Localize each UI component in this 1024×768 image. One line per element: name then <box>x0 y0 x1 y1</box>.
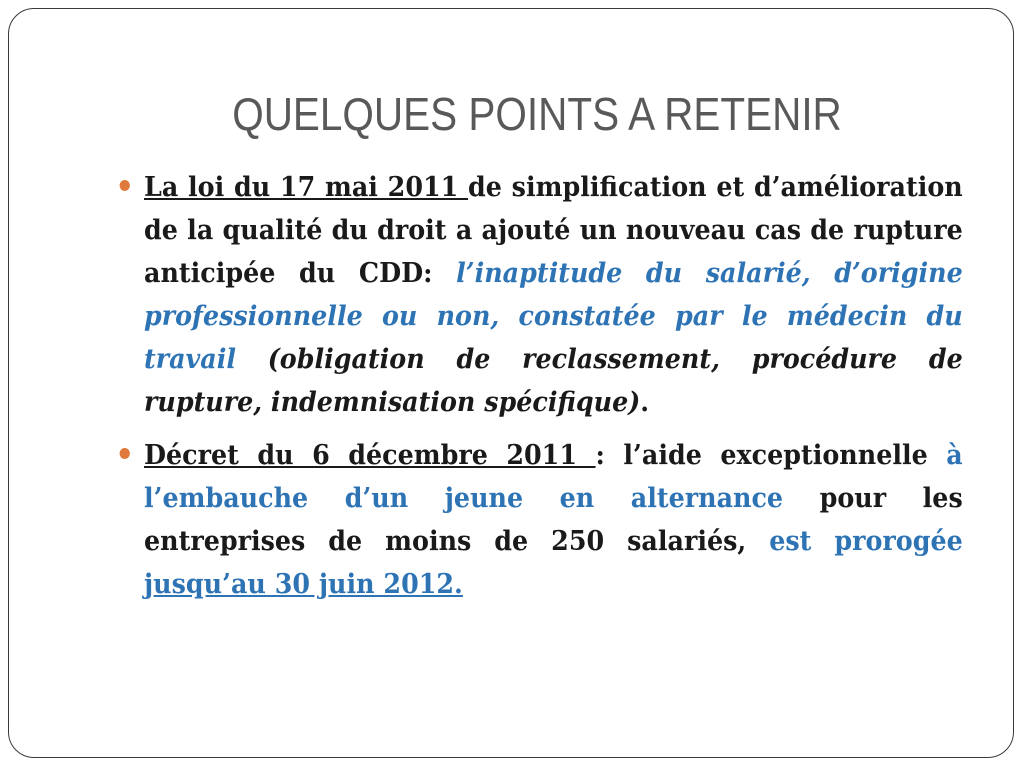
bullet-text: de simplification et d’amélioration de la qualité du droit a ajouté un nouveau cas de rupture anticipée du CDD: <box>144 172 963 289</box>
bullet-lead: Décret du 6 décembre 2011 <box>144 440 596 471</box>
slide-title: QUELQUES POINTS A RETENIR <box>232 88 842 140</box>
bullet-lead: La loi du 17 mai 2011 <box>144 172 469 203</box>
bullet-item-loi-2011 <box>144 166 963 424</box>
bullet-text: : l’aide exceptionnelle <box>595 440 947 471</box>
bullet-end: . <box>640 387 650 418</box>
bullet-highlight: à l’embauche d’un jeune en alternance <box>144 440 963 514</box>
bullet-italic-tail: (obligation de reclassement, procédure de rupture, indemnisation spécifique) <box>144 344 963 418</box>
bullet-date-highlight: jusqu’au 30 juin 2012. <box>144 569 463 600</box>
bullet-highlight-2: est prorogée <box>769 526 963 557</box>
bullet-dot-icon <box>120 180 130 191</box>
bullet-text-2: pour les entreprises de moins de 250 salariés, <box>144 483 963 557</box>
slide-content <box>144 166 963 616</box>
bullet-highlight: l’inaptitude du salarié, d’origine professionnelle ou non, constatée par le médecin du travail <box>144 258 963 375</box>
bullet-dot-icon <box>120 448 130 459</box>
bullet-item-decret-2011 <box>144 434 963 606</box>
